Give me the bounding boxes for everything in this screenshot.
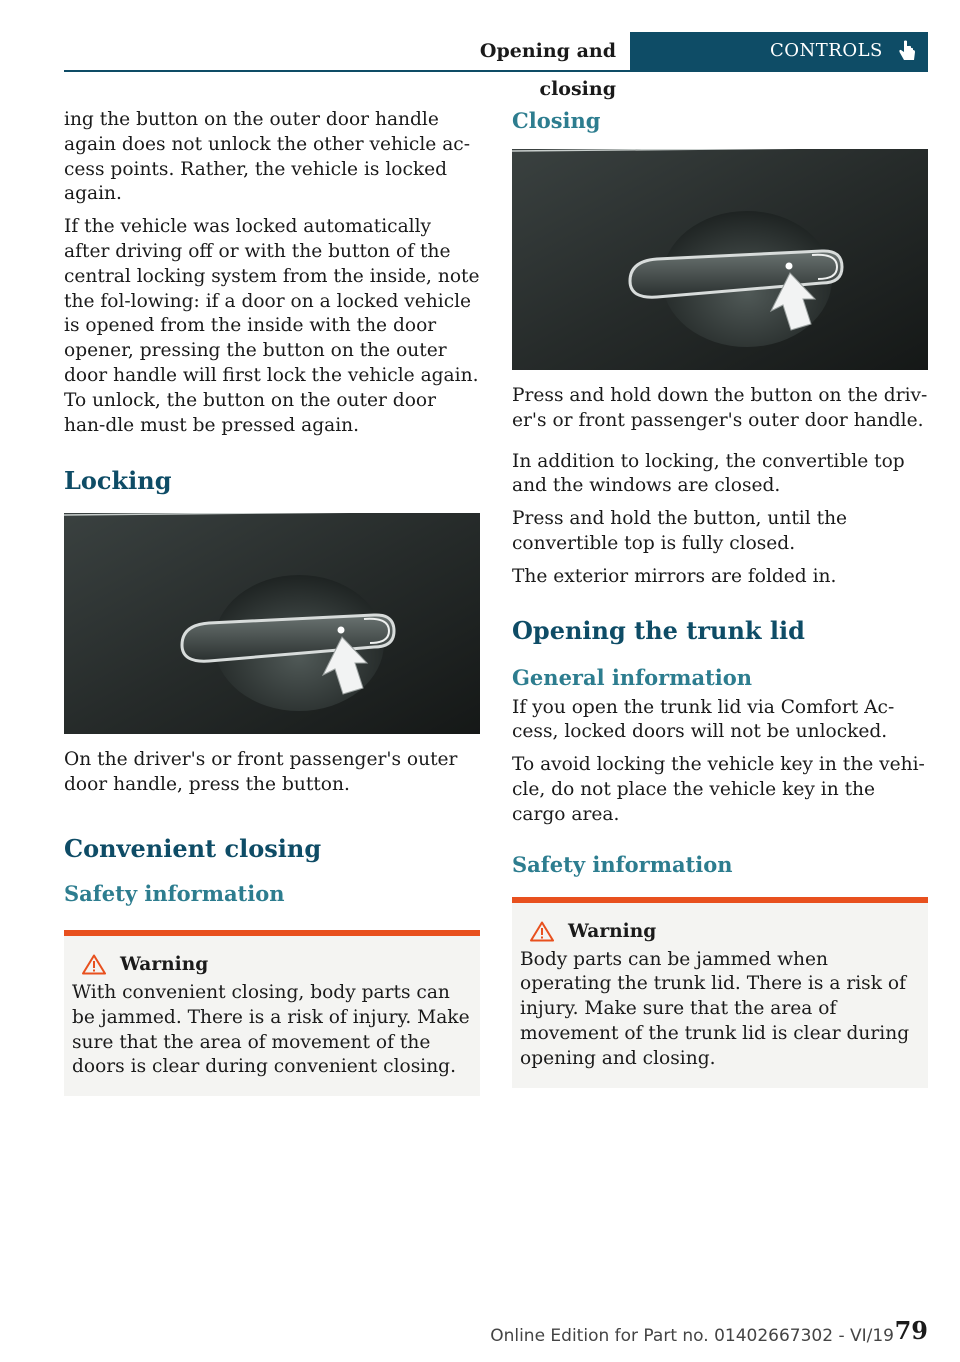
trunk-lid-heading: Opening the trunk lid bbox=[512, 615, 805, 645]
page-number: 79 bbox=[894, 1316, 928, 1345]
edition-text: Online Edition for Part no. 01402667302 - VI/19 bbox=[490, 1326, 894, 1346]
warning-triangle-icon bbox=[82, 954, 106, 975]
left-column bbox=[64, 108, 480, 1096]
general-paragraph-1: If you open the trunk lid via Comfort Ac-cess, locked doors will not be unlocked. bbox=[512, 696, 895, 743]
intro-paragraph-1: ing the button on the outer door handle again does not unlock the other vehicle ac-cess points. Rather, the vehicle is locked again. bbox=[64, 109, 470, 205]
locking-heading: Locking bbox=[64, 466, 172, 496]
intro-paragraph-2: If the vehicle was locked automatically after driving off or with the button of the central locking system from the inside, note the fol-lowing: if a door on a locked vehicle is opened from the inside with the door opener, pressing the button on the outer door handle will first lock the vehicle again. To unlock, the button on the outer door han-dle must be pressed again. bbox=[64, 216, 480, 436]
door-handle-closing-image bbox=[512, 149, 928, 370]
trunk-safety-heading: Safety information bbox=[512, 851, 733, 877]
warning-triangle-icon bbox=[530, 921, 554, 942]
trunk-warning-box bbox=[512, 897, 928, 1088]
header-rule bbox=[64, 70, 928, 72]
door-handle-locking-image bbox=[64, 513, 480, 734]
warning-box bbox=[64, 930, 480, 1096]
locking-instruction: On the driver's or front passenger's outer door handle, press the button. bbox=[64, 749, 458, 796]
convertible-top-paragraph: In addition to locking, the convertible top and the windows are closed. bbox=[512, 450, 905, 497]
header-chapter-tab bbox=[630, 32, 928, 70]
right-column bbox=[512, 108, 928, 1088]
warning-title: Warning bbox=[568, 920, 657, 942]
safety-information-heading: Safety information bbox=[64, 880, 285, 906]
header-chapter-label: CONTROLS bbox=[770, 40, 883, 61]
warning-title: Warning bbox=[120, 953, 209, 975]
closing-instruction: Press and hold down the button on the driv-er's or front passenger's outer door handle. bbox=[512, 385, 928, 431]
mirrors-paragraph: The exterior mirrors are folded in. bbox=[512, 565, 837, 587]
header-section-title: Opening and closing bbox=[479, 40, 616, 100]
hand-pointer-icon bbox=[898, 40, 918, 62]
warning-text: Body parts can be jammed when operating the trunk lid. There is a risk of injury. Make sure that the area of movement of the trunk lid is clear during opening and closing. bbox=[520, 948, 910, 1069]
warning-text: With convenient closing, body parts can be jammed. There is a risk of injury. Make sure that the area of movement of the doors is clear during convenient closing. bbox=[72, 981, 470, 1078]
convenient-closing-heading: Convenient closing bbox=[64, 833, 322, 863]
general-information-heading: General information bbox=[512, 664, 753, 690]
closing-heading: Closing bbox=[512, 108, 601, 133]
general-paragraph-2: To avoid locking the vehicle key in the vehi-cle, do not place the vehicle key in the cargo area. bbox=[512, 754, 925, 825]
press-hold-paragraph: Press and hold the button, until the convertible top is fully closed. bbox=[512, 508, 848, 554]
